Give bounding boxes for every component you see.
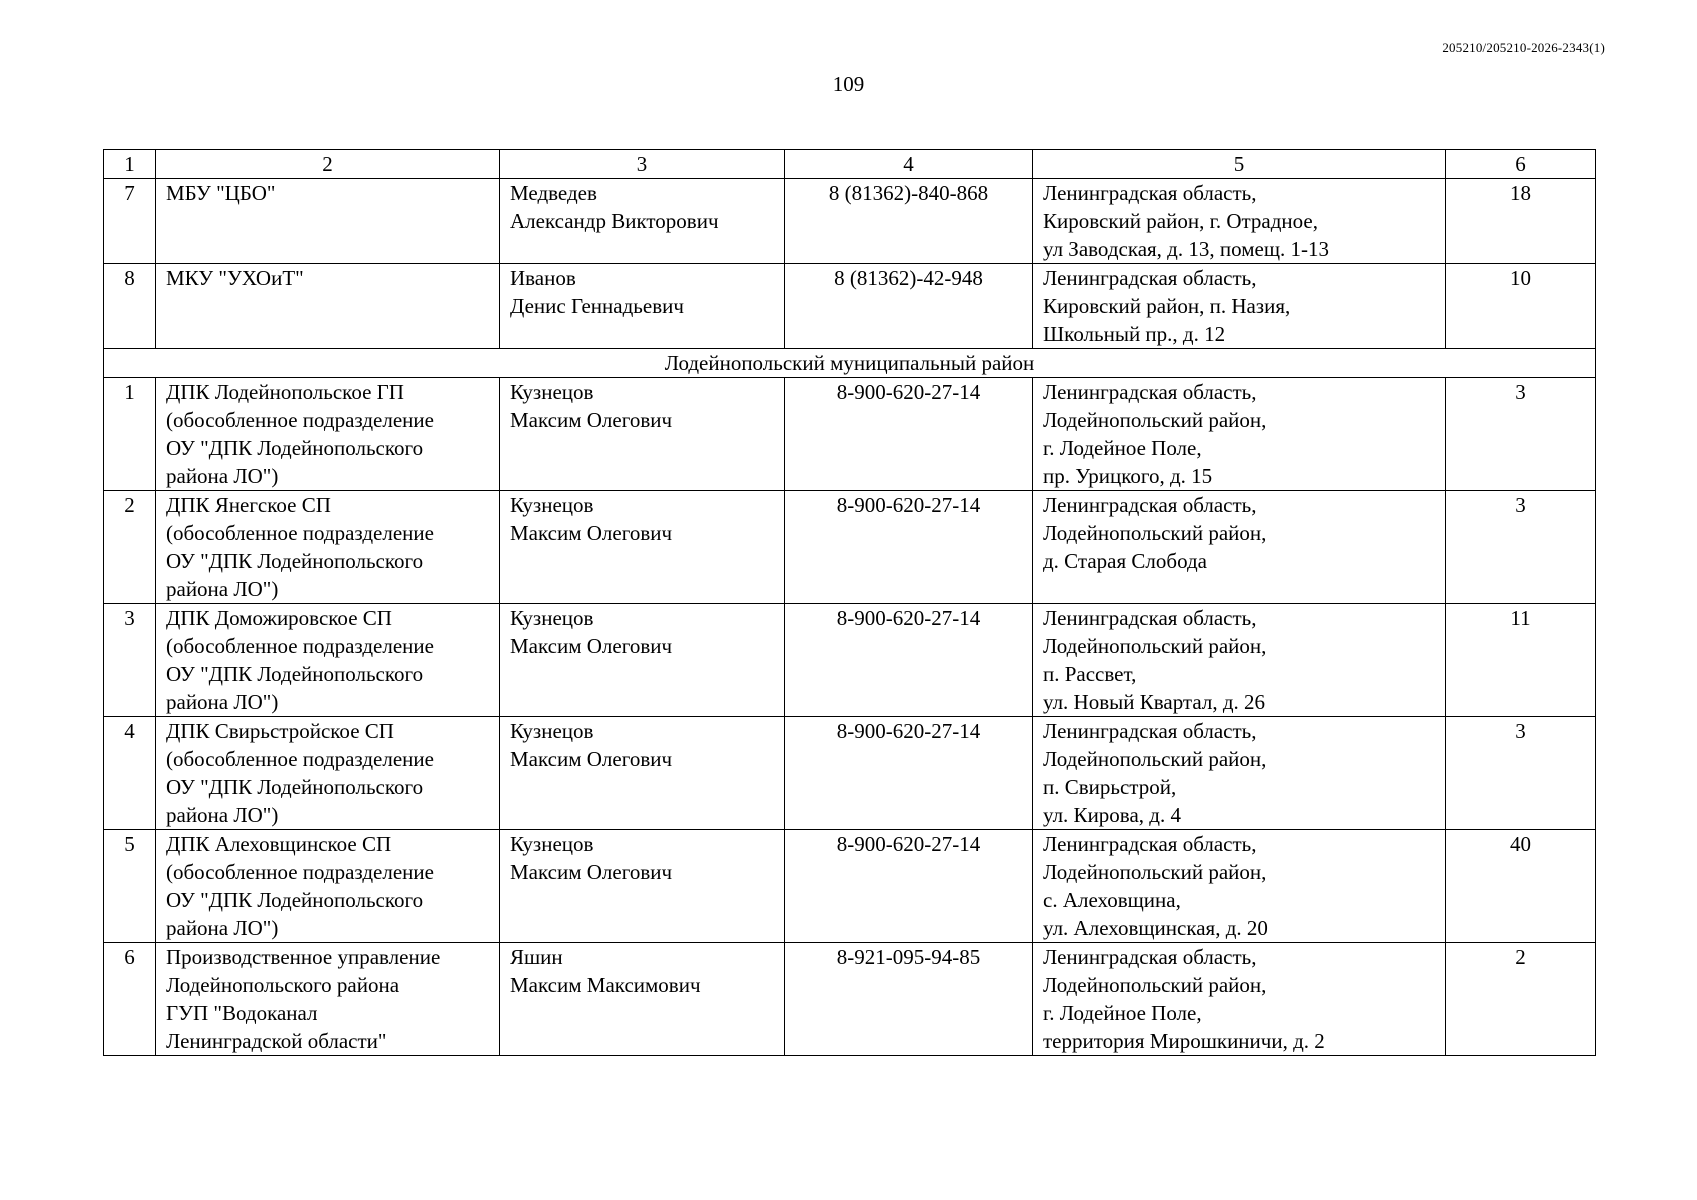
address-line: пр. Урицкого, д. 15 bbox=[1043, 464, 1213, 488]
organization-cell bbox=[156, 264, 500, 349]
address-cell bbox=[1033, 378, 1446, 491]
column-number-6: 6 bbox=[1446, 150, 1596, 179]
person-name-line: Максим Олегович bbox=[510, 634, 673, 658]
document-id: 205210/205210-2026-2343(1) bbox=[1442, 40, 1605, 55]
person-name-line: Максим Олегович bbox=[510, 408, 673, 432]
responsible-person-cell bbox=[500, 378, 785, 491]
address-line: Ленинградская область, bbox=[1043, 266, 1257, 290]
organization-line: ДПК Алеховщинское СП bbox=[166, 832, 392, 856]
row-number-cell: 3 bbox=[104, 604, 156, 717]
address-cell bbox=[1033, 830, 1446, 943]
table-row bbox=[104, 830, 1596, 943]
column-number-3: 3 bbox=[500, 150, 785, 179]
organization-line: ДПК Лодейнопольское ГП bbox=[166, 380, 404, 404]
table-row bbox=[104, 943, 1596, 1056]
person-name-line: Яшин bbox=[510, 945, 563, 969]
address-cell bbox=[1033, 264, 1446, 349]
row-number-cell: 4 bbox=[104, 717, 156, 830]
organization-cell bbox=[156, 491, 500, 604]
address-line: с. Алеховщина, bbox=[1043, 888, 1181, 912]
address-cell bbox=[1033, 717, 1446, 830]
count-cell: 18 bbox=[1446, 179, 1596, 264]
address-line: Ленинградская область, bbox=[1043, 493, 1257, 517]
address-line: д. Старая Слобода bbox=[1043, 549, 1207, 573]
organization-line: Ленинградской области" bbox=[166, 1029, 387, 1053]
organization-line: (обособленное подразделение bbox=[166, 747, 434, 771]
person-name-line: Максим Олегович bbox=[510, 860, 673, 884]
person-name-line: Кузнецов bbox=[510, 606, 594, 630]
address-line: ул. Новый Квартал, д. 26 bbox=[1043, 690, 1266, 714]
row-number-cell: 6 bbox=[104, 943, 156, 1056]
person-name-line: Медведев bbox=[510, 181, 597, 205]
person-name-line: Иванов bbox=[510, 266, 576, 290]
address-line: г. Лодейное Поле, bbox=[1043, 436, 1202, 460]
address-line: п. Свирьстрой, bbox=[1043, 775, 1177, 799]
address-cell bbox=[1033, 943, 1446, 1056]
organization-line: (обособленное подразделение bbox=[166, 408, 434, 432]
row-number-cell: 1 bbox=[104, 378, 156, 491]
organization-cell bbox=[156, 604, 500, 717]
responsible-person-cell bbox=[500, 179, 785, 264]
responsible-person-cell bbox=[500, 830, 785, 943]
address-line: территория Мирошкиничи, д. 2 bbox=[1043, 1029, 1325, 1053]
address-line: Лодейнопольский район, bbox=[1043, 408, 1267, 432]
count-cell: 3 bbox=[1446, 491, 1596, 604]
table-row bbox=[104, 378, 1596, 491]
phone-cell: 8-900-620-27-14 bbox=[785, 830, 1033, 943]
organization-line: района ЛО") bbox=[166, 577, 279, 601]
organization-line: ОУ "ДПК Лодейнопольского bbox=[166, 775, 424, 799]
person-name-line: Максим Олегович bbox=[510, 747, 673, 771]
phone-cell: 8-900-620-27-14 bbox=[785, 717, 1033, 830]
organization-cell bbox=[156, 830, 500, 943]
responsible-person-cell bbox=[500, 604, 785, 717]
organization-line: ГУП "Водоканал bbox=[166, 1001, 318, 1025]
row-number-cell: 2 bbox=[104, 491, 156, 604]
row-number-cell: 5 bbox=[104, 830, 156, 943]
section-row bbox=[104, 349, 1596, 378]
organization-line: (обособленное подразделение bbox=[166, 521, 434, 545]
count-cell: 2 bbox=[1446, 943, 1596, 1056]
organization-cell bbox=[156, 717, 500, 830]
address-line: Лодейнопольский район, bbox=[1043, 973, 1267, 997]
phone-cell: 8-900-620-27-14 bbox=[785, 491, 1033, 604]
table-row bbox=[104, 264, 1596, 349]
address-cell bbox=[1033, 179, 1446, 264]
address-line: г. Лодейное Поле, bbox=[1043, 1001, 1202, 1025]
address-line: Ленинградская область, bbox=[1043, 719, 1257, 743]
column-number-2: 2 bbox=[156, 150, 500, 179]
person-name-line: Максим Максимович bbox=[510, 973, 701, 997]
count-cell: 10 bbox=[1446, 264, 1596, 349]
address-line: Ленинградская область, bbox=[1043, 380, 1257, 404]
page-number: 109 bbox=[832, 72, 865, 96]
registry-table-body bbox=[104, 150, 1596, 1056]
count-cell: 11 bbox=[1446, 604, 1596, 717]
organization-line: ОУ "ДПК Лодейнопольского bbox=[166, 662, 424, 686]
column-number-4: 4 bbox=[785, 150, 1033, 179]
phone-cell: 8-900-620-27-14 bbox=[785, 604, 1033, 717]
organization-cell bbox=[156, 179, 500, 264]
person-name-line: Максим Олегович bbox=[510, 521, 673, 545]
person-name-line: Александр Викторович bbox=[510, 209, 719, 233]
address-line: Лодейнопольский район, bbox=[1043, 521, 1267, 545]
responsible-person-cell bbox=[500, 717, 785, 830]
count-cell: 3 bbox=[1446, 717, 1596, 830]
person-name-line: Кузнецов bbox=[510, 380, 594, 404]
address-line: Лодейнопольский район, bbox=[1043, 634, 1267, 658]
address-line: ул Заводская, д. 13, помещ. 1-13 bbox=[1043, 237, 1329, 261]
person-name-line: Кузнецов bbox=[510, 719, 594, 743]
registry-table bbox=[103, 149, 1596, 1056]
organization-line: Лодейнопольского района bbox=[166, 973, 400, 997]
address-line: п. Рассвет, bbox=[1043, 662, 1137, 686]
phone-cell: 8-921-095-94-85 bbox=[785, 943, 1033, 1056]
address-cell bbox=[1033, 604, 1446, 717]
organization-line: МБУ "ЦБО" bbox=[166, 181, 276, 205]
organization-line: (обособленное подразделение bbox=[166, 860, 434, 884]
address-line: Лодейнопольский район, bbox=[1043, 747, 1267, 771]
address-cell bbox=[1033, 491, 1446, 604]
phone-cell: 8 (81362)-42-948 bbox=[785, 264, 1033, 349]
count-cell: 40 bbox=[1446, 830, 1596, 943]
organization-line: ДПК Свирьстройское СП bbox=[166, 719, 394, 743]
address-line: ул. Алеховщинская, д. 20 bbox=[1043, 916, 1268, 940]
responsible-person-cell bbox=[500, 943, 785, 1056]
section-title: Лодейнопольский муниципальный район bbox=[104, 349, 1596, 378]
address-line: Ленинградская область, bbox=[1043, 945, 1257, 969]
person-name-line: Денис Геннадьевич bbox=[510, 294, 684, 318]
organization-cell bbox=[156, 943, 500, 1056]
address-line: Лодейнопольский район, bbox=[1043, 860, 1267, 884]
phone-cell: 8-900-620-27-14 bbox=[785, 378, 1033, 491]
address-line: Школьный пр., д. 12 bbox=[1043, 322, 1226, 346]
table-row bbox=[104, 604, 1596, 717]
address-line: Ленинградская область, bbox=[1043, 832, 1257, 856]
responsible-person-cell bbox=[500, 264, 785, 349]
organization-line: района ЛО") bbox=[166, 803, 279, 827]
phone-cell: 8 (81362)-840-868 bbox=[785, 179, 1033, 264]
count-cell: 3 bbox=[1446, 378, 1596, 491]
organization-line: ОУ "ДПК Лодейнопольского bbox=[166, 436, 424, 460]
address-line: Кировский район, п. Назия, bbox=[1043, 294, 1291, 318]
organization-line: (обособленное подразделение bbox=[166, 634, 434, 658]
row-number-cell: 8 bbox=[104, 264, 156, 349]
address-line: ул. Кирова, д. 4 bbox=[1043, 803, 1181, 827]
organization-line: ОУ "ДПК Лодейнопольского bbox=[166, 549, 424, 573]
table-row bbox=[104, 179, 1596, 264]
person-name-line: Кузнецов bbox=[510, 832, 594, 856]
column-number-1: 1 bbox=[104, 150, 156, 179]
organization-line: ДПК Янегское СП bbox=[166, 493, 331, 517]
organization-line: ОУ "ДПК Лодейнопольского bbox=[166, 888, 424, 912]
organization-line: района ЛО") bbox=[166, 464, 279, 488]
organization-line: района ЛО") bbox=[166, 690, 279, 714]
organization-cell bbox=[156, 378, 500, 491]
address-line: Кировский район, г. Отрадное, bbox=[1043, 209, 1318, 233]
column-number-row bbox=[104, 150, 1596, 179]
address-line: Ленинградская область, bbox=[1043, 181, 1257, 205]
organization-line: района ЛО") bbox=[166, 916, 279, 940]
organization-line: ДПК Доможировское СП bbox=[166, 606, 392, 630]
organization-line: МКУ "УХОиТ" bbox=[166, 266, 304, 290]
column-number-5: 5 bbox=[1033, 150, 1446, 179]
address-line: Ленинградская область, bbox=[1043, 606, 1257, 630]
responsible-person-cell bbox=[500, 491, 785, 604]
table-row bbox=[104, 491, 1596, 604]
table-row bbox=[104, 717, 1596, 830]
row-number-cell: 7 bbox=[104, 179, 156, 264]
person-name-line: Кузнецов bbox=[510, 493, 594, 517]
organization-line: Производственное управление bbox=[166, 945, 441, 969]
